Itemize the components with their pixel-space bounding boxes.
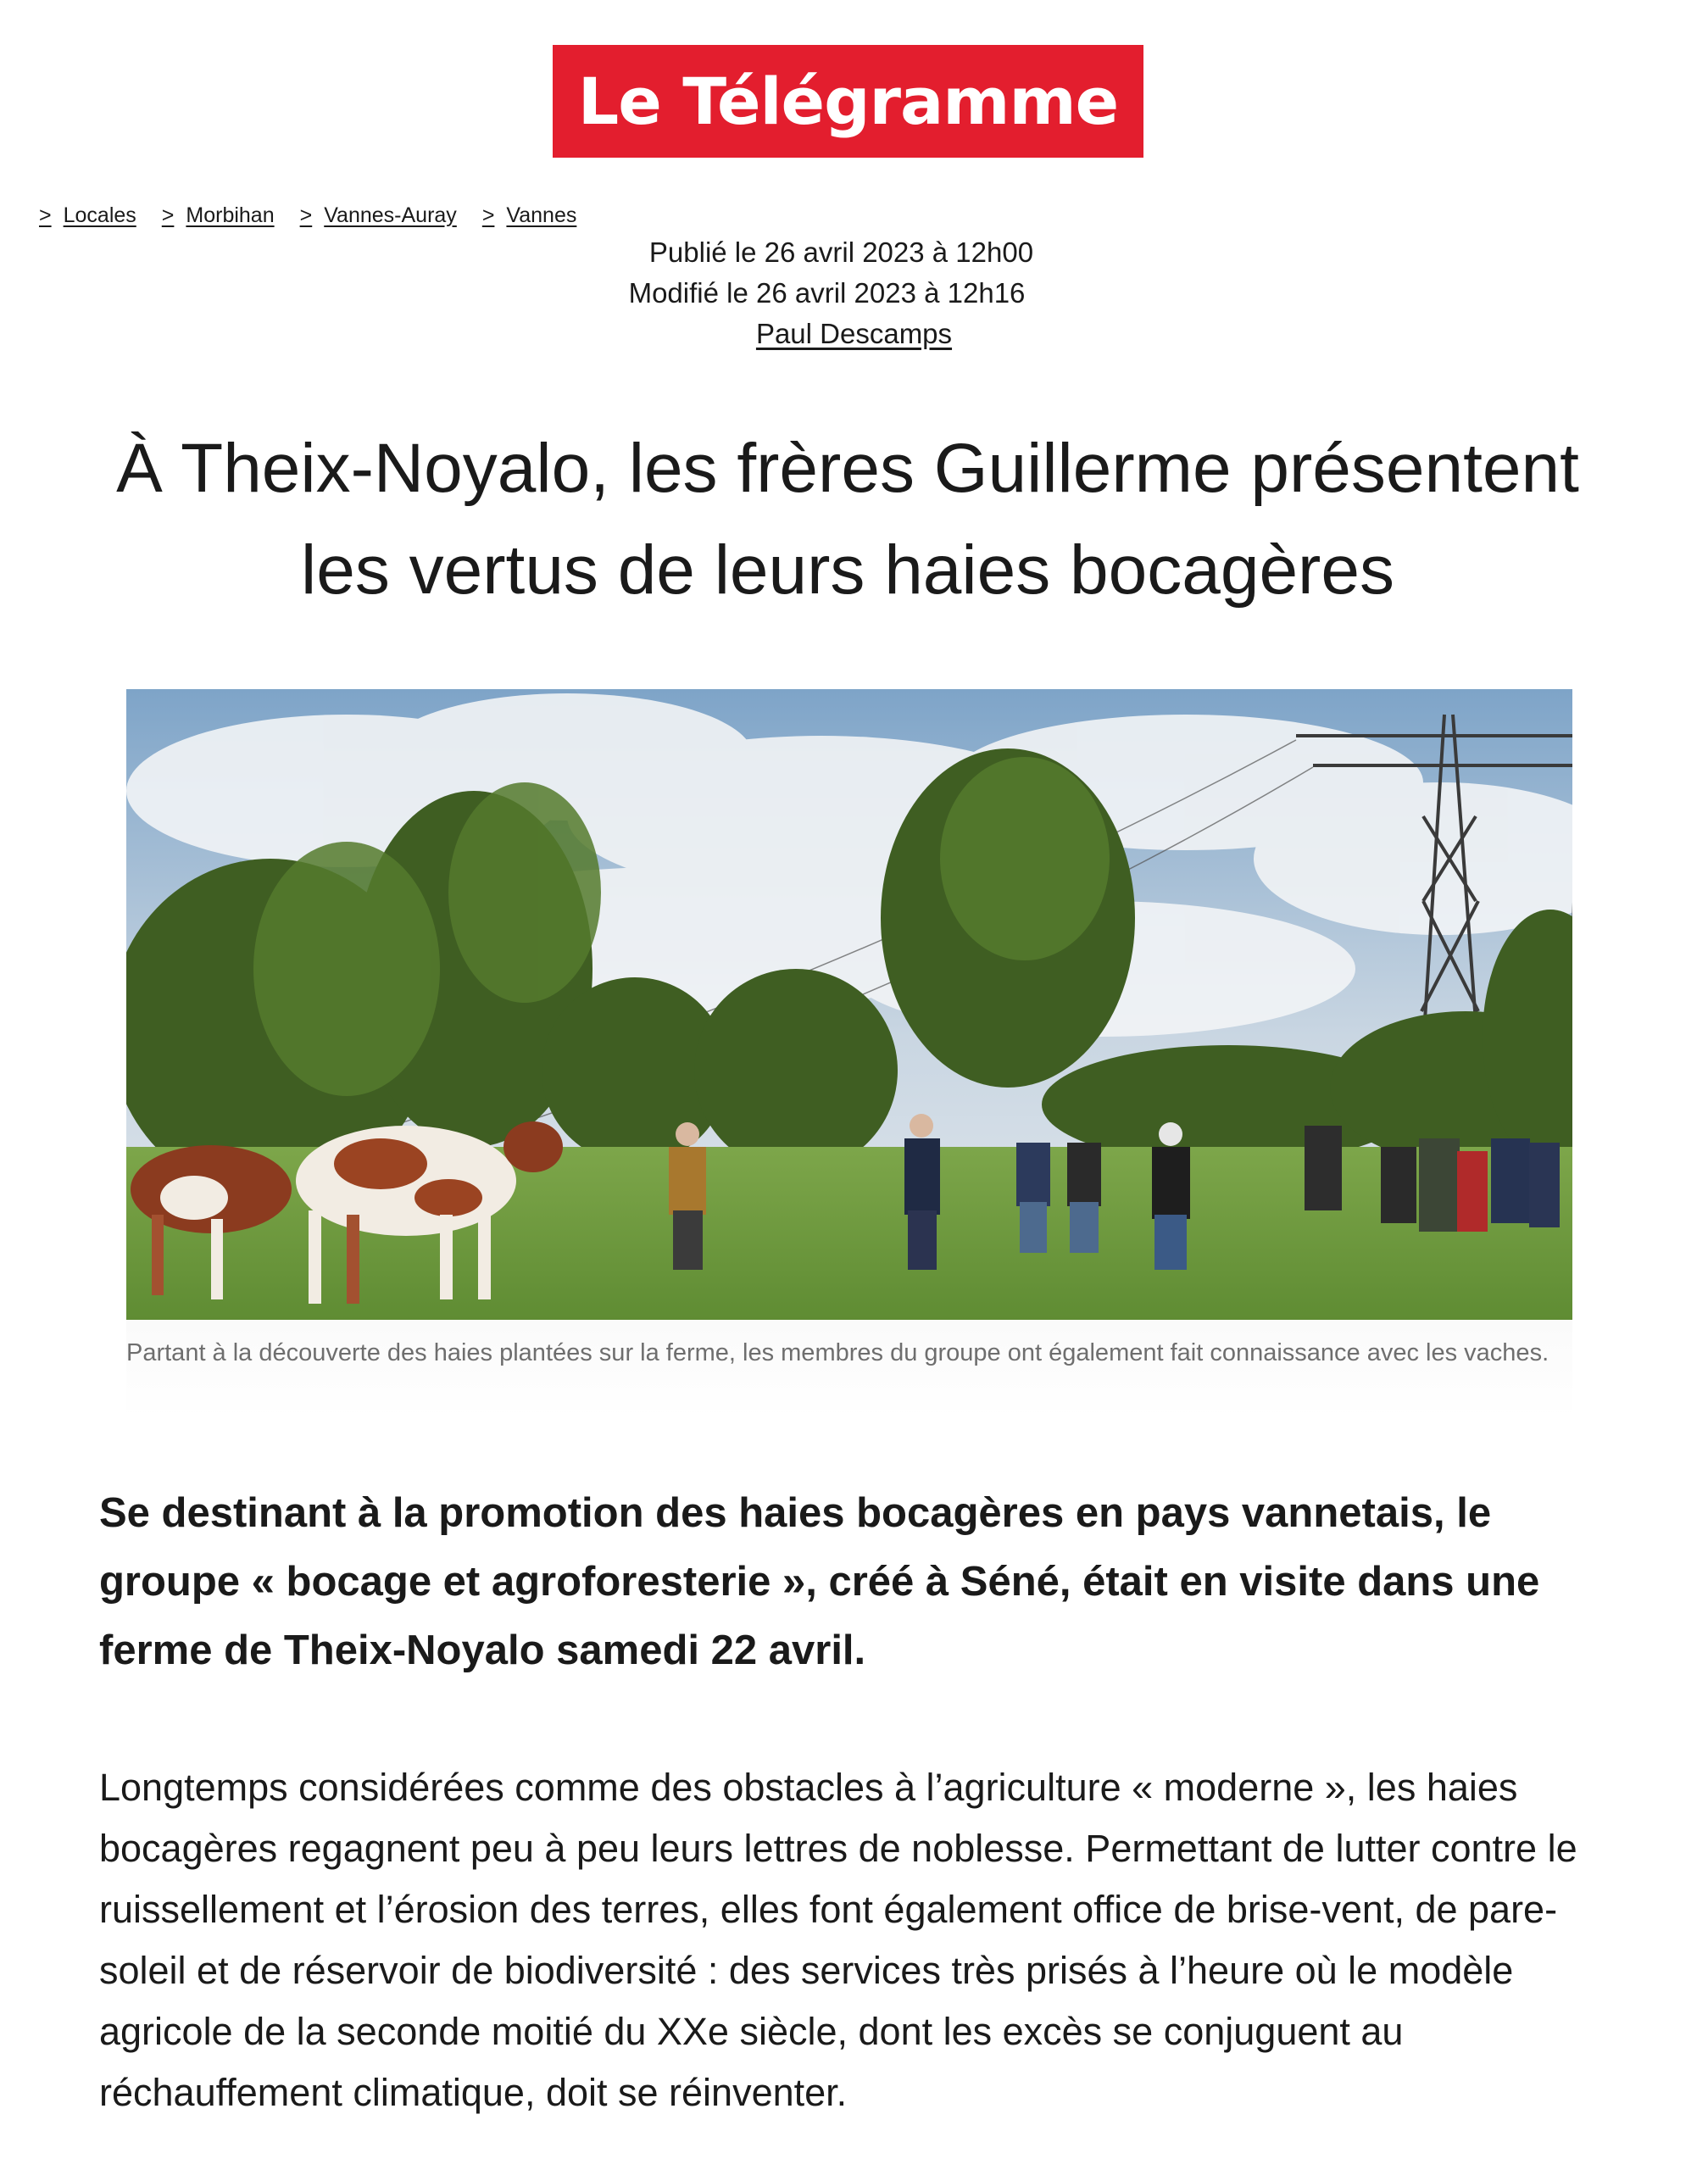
- breadcrumb-chevron-icon: >: [39, 203, 52, 227]
- breadcrumb-label: Vannes: [506, 203, 577, 227]
- author-line: [0, 318, 1708, 350]
- breadcrumb-link-morbihan[interactable]: [159, 203, 278, 228]
- breadcrumb-chevron-icon: >: [161, 203, 175, 227]
- author-link[interactable]: Paul Descamps: [755, 318, 953, 349]
- breadcrumb-chevron-icon: >: [481, 203, 495, 227]
- article-headline: [34, 418, 1661, 621]
- article-body-paragraph: Longtemps considérées comme des obstacles à l’agriculture « moderne », les haies bocagères regagnent peu à peu leurs lettres de noblesse. Permettant de lutter contre le ruissellement et l’érosion des terres, elles font également office de brise-vent, de pare-soleil et de réservoir de biodiversité : des services très prisés à l’heure où le modèle agricole de la seconde moitié du XXe siècle, dont les excès se conjuguent au réchauffement climatique, doit se réinventer.: [99, 1766, 1577, 2114]
- headline-line-2: les vertus de leurs haies bocagères: [301, 531, 1394, 609]
- breadcrumb-link-vannes-auray[interactable]: [297, 203, 460, 228]
- breadcrumb-link-vannes[interactable]: [479, 203, 581, 228]
- breadcrumb-label: Vannes-Auray: [324, 203, 457, 227]
- site-logo-text: Le Télégramme: [577, 64, 1119, 139]
- breadcrumb-chevron-icon: >: [299, 203, 313, 227]
- photo-caption: Partant à la découverte des haies plantées sur la ferme, les membres du groupe ont également fait connaissance avec les vaches.: [126, 1339, 1549, 1366]
- headline-line-1: À Theix-Noyalo, les frères Guillerme présentent: [116, 430, 1579, 507]
- breadcrumb-label: Morbihan: [186, 203, 275, 227]
- modified-date: Modifié le 26 avril 2023 à 12h16: [628, 277, 1026, 309]
- published-date: Publié le 26 avril 2023 à 12h00: [648, 236, 1034, 268]
- site-logo[interactable]: [553, 45, 1143, 158]
- breadcrumb-label: Locales: [63, 203, 136, 227]
- breadcrumb-link-locales[interactable]: [36, 203, 140, 228]
- article-lead: Se destinant à la promotion des haies bocagères en pays vannetais, le groupe « bocage et agroforesterie », créé à Séné, était en visite dans une ferme de Theix-Noyalo samedi 22 avril.: [99, 1490, 1540, 1673]
- breadcrumb: [36, 203, 580, 228]
- article-photo: [126, 689, 1572, 1320]
